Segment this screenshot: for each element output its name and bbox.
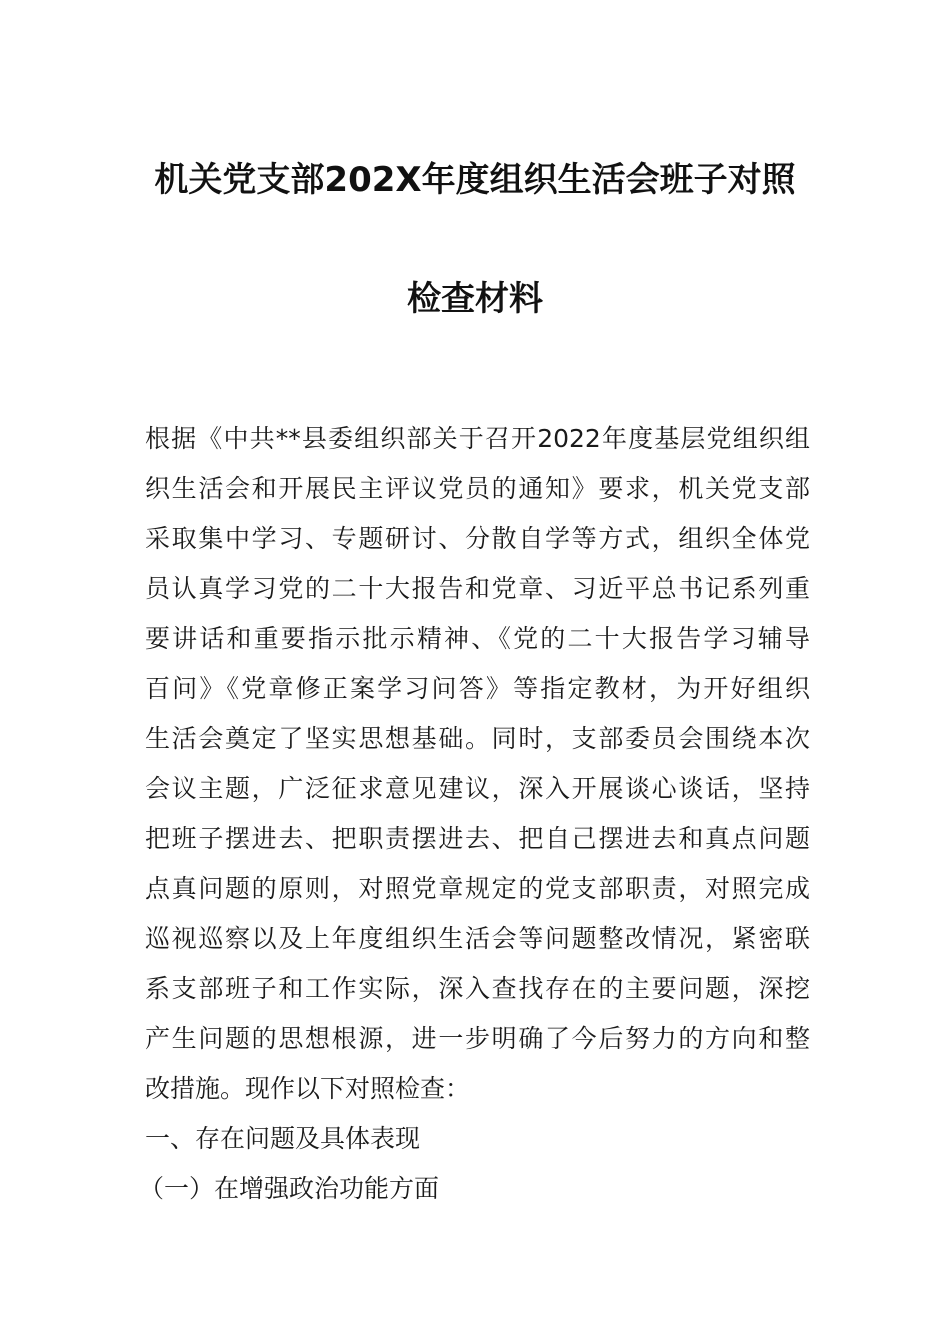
paragraph-line-12: 系支部班子和工作实际，深入查找存在的主要问题，深挖 <box>145 974 810 1003</box>
paragraph-line-3: 采取集中学习、专题研讨、分散自学等方式，组织全体党 <box>145 524 810 553</box>
document-title-line-1: 机关党支部202X年度组织生活会班子对照 <box>154 160 796 200</box>
paragraph-line-7: 生活会奠定了坚实思想基础。同时，支部委员会围绕本次 <box>145 724 810 753</box>
paragraph-line-2: 织生活会和开展民主评议党员的通知》要求，机关党支部 <box>145 474 810 503</box>
paragraph-line-5: 要讲话和重要指示批示精神、《党的二十大报告学习辅导 <box>145 624 810 653</box>
subsection-heading: （一）在增强政治功能方面 <box>139 1174 440 1203</box>
paragraph-line-6: 百问》《党章修正案学习问答》等指定教材，为开好组织 <box>145 674 810 703</box>
paragraph-line-4: 员认真学习党的二十大报告和党章、习近平总书记系列重 <box>145 574 810 603</box>
paragraph-line-1: 根据《中共**县委组织部关于召开2022年度基层党组织组 <box>145 424 810 453</box>
paragraph-line-14: 改措施。现作以下对照检查： <box>145 1074 471 1103</box>
section-heading: 一、存在问题及具体表现 <box>145 1124 421 1153</box>
paragraph-line-11: 巡视巡察以及上年度组织生活会等问题整改情况，紧密联 <box>145 924 810 953</box>
paragraph-line-8: 会议主题，广泛征求意见建议，深入开展谈心谈话，坚持 <box>145 774 810 803</box>
paragraph-line-13: 产生问题的思想根源，进一步明确了今后努力的方向和整 <box>145 1024 810 1053</box>
paragraph-line-10: 点真问题的原则，对照党章规定的党支部职责，对照完成 <box>145 874 810 903</box>
document-title-line-2: 检查材料 <box>407 279 543 319</box>
paragraph-line-9: 把班子摆进去、把职责摆进去、把自己摆进去和真点问题 <box>145 824 810 853</box>
